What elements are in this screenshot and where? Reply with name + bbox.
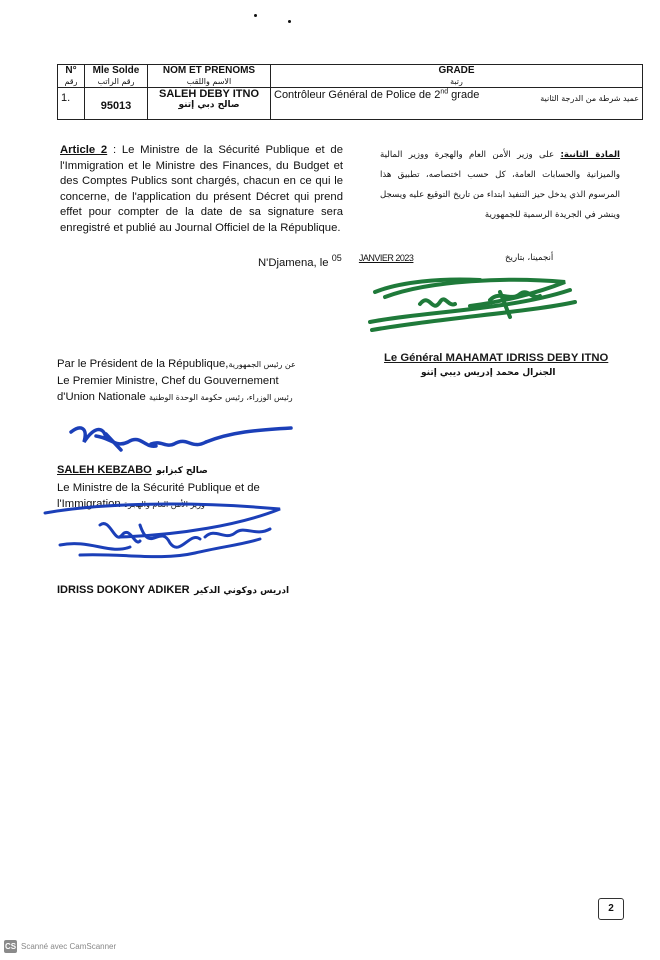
- header-label-ar: الاسم واللقب: [186, 77, 232, 86]
- countersign-line1-ar: عن رئيس الجمهورية: [228, 360, 296, 369]
- footer-text: Scanné avec CamScanner: [21, 942, 117, 951]
- date-ar: أنجمينا، بتاريخ: [505, 253, 554, 263]
- countersign-line3: d'Union Nationale رئيس الوزراء، رئيس حكومة الوحدة الوطنية: [57, 391, 293, 403]
- pm-name-line: [57, 460, 208, 478]
- minister-ar: وزير الأمن العام والهجرة: [123, 500, 205, 509]
- president-name: Le Général MAHAMAT IDRISS DEBY ITNO: [384, 352, 609, 364]
- header-label-ar: رتبة: [450, 77, 463, 86]
- header-label: Mle Solde: [92, 65, 140, 76]
- table-header-row: [58, 65, 643, 88]
- minister-line2: l'Immigration وزير الأمن العام والهجرة: [57, 498, 205, 510]
- pm-name-ar: صالح كبزابو: [156, 466, 208, 476]
- pm-name: SALEH KEBZABO: [57, 464, 152, 476]
- article-label-ar: المادة الثانية:: [560, 150, 620, 160]
- header-label: GRADE: [438, 65, 475, 76]
- header-label: NOM ET PRENOMS: [162, 65, 256, 76]
- row-name: [148, 88, 271, 120]
- article-2-fr: [60, 143, 343, 237]
- header-label-ar: رقم الراتب: [97, 77, 135, 86]
- date-day: 05: [331, 253, 342, 263]
- countersign-line2: Le Premier Ministre, Chef du Gouvernement: [57, 375, 279, 387]
- row-name-ar: صالح دبي إتنو: [178, 100, 240, 110]
- article-label: Article 2: [60, 144, 108, 156]
- minister-name: IDRISS DOKONY ADIKER: [57, 584, 190, 596]
- minister-name-line: [57, 580, 289, 598]
- row-name-fr: SALEH DEBY ITNO: [158, 88, 260, 100]
- date-place: N'Djamena, le: [258, 257, 329, 269]
- table-row: [58, 88, 643, 120]
- president-name-ar: الجنرال محمد إدريس ديبي إتنو: [421, 368, 556, 378]
- row-grade-ar: عميد شرطة من الدرجة الثانية: [540, 94, 639, 103]
- article-2-ar: [380, 145, 620, 225]
- president-signature: [360, 272, 580, 342]
- header-cell-name: [148, 65, 271, 88]
- article-text: : Le Ministre de la Sécurité Publique et de l'Immigration et le Ministre des Finances, du Budget et des Comptes Publics sont chargés, chacun en ce qui le concerne, de l'application du présent Décret qui prend effet pour compter de la date de sa signature sera enregistré et publié au Journal Officiel de la République.: [60, 144, 343, 234]
- minister-name-ar: ادريس دوكوني الدكير: [194, 586, 290, 596]
- grade-table: [57, 64, 643, 120]
- header-cell-grade: [271, 65, 643, 88]
- date-line: [258, 253, 413, 269]
- scanner-footer: [4, 940, 116, 953]
- row-num: 1.: [58, 88, 85, 120]
- article-text-ar: على وزير الأمن العام والهجرة ووزير المالية والميزانية والحسابات العامة، كل حسب اختصاصه، تطبيق هذا المرسوم الذي يدخل حيز التنفيذ ابتداء من تاريخ التوقيع عليه ويسجل وينشر في الجريدة الرسمية للجمهورية: [380, 150, 620, 220]
- row-grade-fr: Contrôleur Général de Police de 2nd grade: [274, 88, 480, 101]
- prime-minister-signature: [66, 420, 296, 460]
- countersign-line3-ar: رئيس الوزراء، رئيس حكومة الوحدة الوطنية: [148, 393, 293, 402]
- row-mle: 95013: [85, 88, 148, 120]
- minister-signature: [40, 495, 290, 570]
- camscanner-logo-icon: CS: [4, 942, 17, 951]
- header-label-ar: رقم: [64, 77, 78, 86]
- minister-line1: Le Ministre de la Sécurité Publique et de: [57, 482, 260, 494]
- header-label: N°: [65, 65, 77, 76]
- header-cell-num: [58, 65, 85, 88]
- countersign-line1: Par le Président de la République,عن رئيس الجمهورية: [57, 358, 296, 370]
- page-number: 2: [598, 898, 624, 920]
- scan-speck: [254, 14, 257, 17]
- row-grade: [271, 88, 643, 120]
- header-cell-mle: [85, 65, 148, 88]
- scan-speck: [288, 20, 291, 23]
- date-month-year: JANVIER 2023: [358, 253, 414, 263]
